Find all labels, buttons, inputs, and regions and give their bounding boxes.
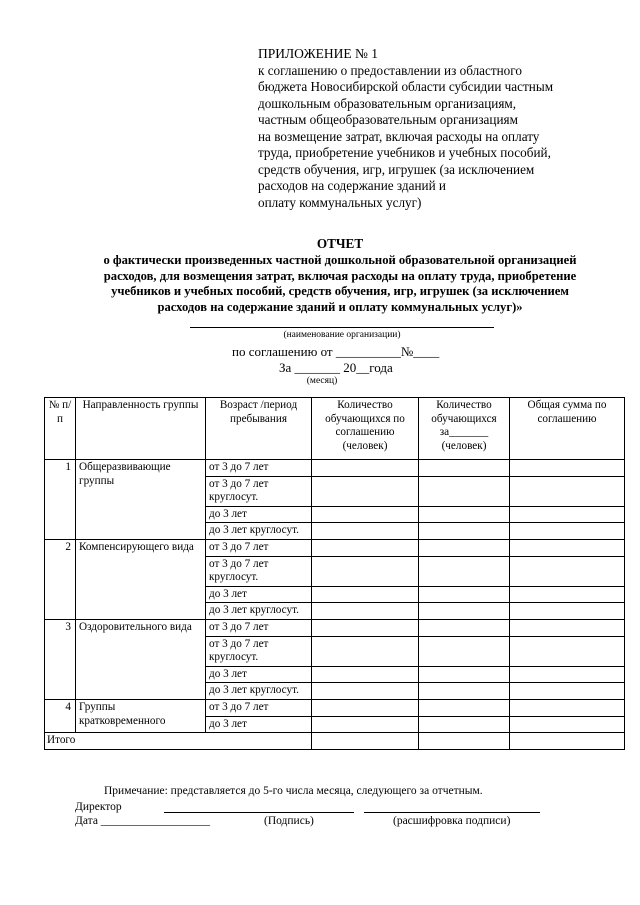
table-header-row — [45, 398, 625, 460]
count-agreement-cell[interactable] — [312, 636, 419, 666]
table-row — [45, 699, 625, 716]
column-header: Направленность группы — [76, 398, 206, 460]
signature-decode-caption: (расшифровка подписи) — [393, 815, 511, 827]
count-period-cell[interactable] — [419, 476, 510, 506]
total-sum-cell[interactable] — [510, 716, 625, 733]
count-period-cell[interactable] — [419, 603, 510, 620]
appendix-line: труда, приобретение учебников и учебных пособий, — [258, 145, 551, 160]
appendix-line: бюджета Новосибирской области субсидии частным — [258, 79, 554, 94]
appendix-line: частным общеобразовательным организациям — [258, 112, 518, 127]
age-cell: до 3 лет — [206, 716, 312, 733]
age-cell: от 3 до 7 лет — [206, 460, 312, 477]
column-header: Количество обучающихся по соглашению (человек) — [312, 398, 419, 460]
count-period-cell[interactable] — [419, 506, 510, 523]
total-sum-cell[interactable] — [510, 556, 625, 586]
total-count-period-cell[interactable] — [419, 733, 510, 750]
count-period-cell[interactable] — [419, 636, 510, 666]
group-name: Группы кратковременного — [76, 699, 206, 732]
age-cell: от 3 до 7 лет круглосут. — [206, 476, 312, 506]
count-period-cell[interactable] — [419, 683, 510, 700]
count-agreement-cell[interactable] — [312, 506, 419, 523]
age-cell: до 3 лет — [206, 666, 312, 683]
age-cell: до 3 лет круглосут. — [206, 683, 312, 700]
report-heading: ОТЧЕТ — [316, 236, 364, 251]
total-sum-cell[interactable] — [510, 586, 625, 603]
age-cell: до 3 лет — [206, 506, 312, 523]
table-row — [45, 619, 625, 636]
group-number: 2 — [45, 539, 76, 619]
count-agreement-cell[interactable] — [312, 556, 419, 586]
column-header: Возраст /период пребывания — [206, 398, 312, 460]
appendix-line: оплату коммунальных услуг) — [258, 194, 422, 210]
appendix-block — [258, 46, 618, 211]
report-table — [44, 397, 625, 750]
count-period-cell[interactable] — [419, 586, 510, 603]
count-agreement-cell[interactable] — [312, 476, 419, 506]
count-period-cell[interactable] — [419, 523, 510, 540]
agreement-line: по соглашению от __________№____ — [232, 344, 440, 359]
signature-caption: (Подпись) — [264, 815, 314, 827]
note-text: Примечание: представляется до 5-го числа месяца, следующего за отчетным. — [104, 785, 483, 797]
appendix-lines — [258, 63, 618, 212]
appendix-line: на возмещение затрат, включая расходы на оплату — [258, 128, 540, 144]
total-sum-cell[interactable] — [510, 523, 625, 540]
count-agreement-cell[interactable] — [312, 699, 419, 716]
total-sum-cell[interactable] — [510, 539, 625, 556]
count-agreement-cell[interactable] — [312, 539, 419, 556]
total-sum-cell[interactable] — [510, 460, 625, 477]
column-header: Количество обучающихся за_______ (человек) — [419, 398, 510, 460]
total-sum-cell[interactable] — [510, 603, 625, 620]
total-sum-cell[interactable] — [510, 666, 625, 683]
count-agreement-cell[interactable] — [312, 666, 419, 683]
month-caption: (месяц) — [306, 376, 338, 386]
organization-name-line[interactable] — [190, 327, 494, 328]
age-cell: от 3 до 7 лет круглосут. — [206, 636, 312, 666]
count-period-cell[interactable] — [419, 716, 510, 733]
count-agreement-cell[interactable] — [312, 603, 419, 620]
report-title — [60, 236, 620, 316]
group-number: 3 — [45, 619, 76, 699]
age-cell: от 3 до 7 лет — [206, 699, 312, 716]
count-period-cell[interactable] — [419, 539, 510, 556]
table-row — [45, 460, 625, 477]
appendix-heading: ПРИЛОЖЕНИЕ № 1 — [258, 46, 379, 61]
count-period-cell[interactable] — [419, 699, 510, 716]
table-row — [45, 539, 625, 556]
age-cell: от 3 до 7 лет круглосут. — [206, 556, 312, 586]
total-sum-cell[interactable] — [510, 619, 625, 636]
column-header: № п/п — [45, 398, 76, 460]
group-name: Общеразвивающие группы — [76, 460, 206, 540]
age-cell: от 3 до 7 лет — [206, 619, 312, 636]
count-period-cell[interactable] — [419, 556, 510, 586]
age-cell: до 3 лет — [206, 586, 312, 603]
report-title-line: расходов, для возмещения затрат, включая расходы на оплату труда, приобретение — [103, 268, 577, 283]
report-title-line: расходов на содержание зданий и оплату коммунальных услуг)» — [157, 300, 523, 315]
count-agreement-cell[interactable] — [312, 716, 419, 733]
total-sum-cell[interactable] — [510, 636, 625, 666]
total-label: Итого — [45, 733, 312, 750]
total-sum-cell[interactable] — [510, 506, 625, 523]
age-cell: от 3 до 7 лет — [206, 539, 312, 556]
appendix-line: средств обучения, игр, игрушек (за исключением — [258, 161, 535, 177]
appendix-line: к соглашению о предоставлении из областного — [258, 62, 522, 78]
organization-caption: (наименование организации) — [283, 330, 401, 340]
count-period-cell[interactable] — [419, 666, 510, 683]
total-count-agreement-cell[interactable] — [312, 733, 419, 750]
group-number: 4 — [45, 699, 76, 732]
age-cell: до 3 лет круглосут. — [206, 523, 312, 540]
director-label: Директор — [75, 801, 122, 813]
period-line: За _______ 20__года — [279, 360, 393, 375]
count-agreement-cell[interactable] — [312, 619, 419, 636]
date-label: Дата ___________________ — [75, 815, 211, 827]
column-header: Общая сумма по соглашению — [510, 398, 625, 460]
signature-line[interactable] — [164, 812, 354, 813]
count-period-cell[interactable] — [419, 460, 510, 477]
count-agreement-cell[interactable] — [312, 523, 419, 540]
signature-decode-line[interactable] — [364, 812, 540, 813]
group-number: 1 — [45, 460, 76, 540]
appendix-line: расходов на содержание зданий и — [258, 178, 446, 193]
total-sum-cell[interactable] — [510, 683, 625, 700]
count-agreement-cell[interactable] — [312, 683, 419, 700]
report-title-line: учебников и учебных пособий, средств обучения, игр, игрушек (за исключением — [111, 284, 569, 299]
age-cell: до 3 лет круглосут. — [206, 603, 312, 620]
appendix-line: дошкольным образовательным организациям, — [258, 95, 517, 111]
total-sum-cell[interactable] — [510, 476, 625, 506]
total-row — [45, 733, 625, 750]
count-agreement-cell[interactable] — [312, 586, 419, 603]
group-name: Оздоровительного вида — [76, 619, 206, 699]
report-title-line: о фактически произведенных частной дошкольной образовательной организацией — [103, 252, 577, 267]
total-sum-cell[interactable] — [510, 699, 625, 716]
total-sum-cell[interactable] — [510, 733, 625, 750]
group-name: Компенсирующего вида — [76, 539, 206, 619]
count-agreement-cell[interactable] — [312, 460, 419, 477]
count-period-cell[interactable] — [419, 619, 510, 636]
